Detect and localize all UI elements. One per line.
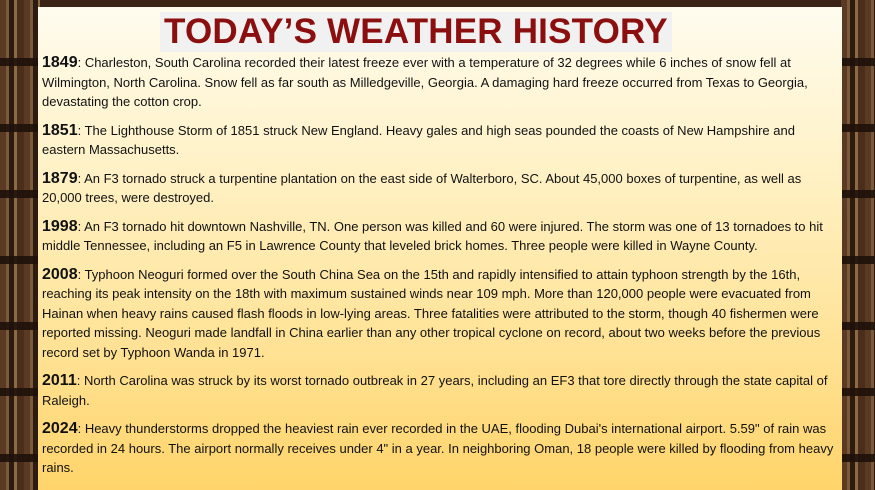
entry-year: 1851 — [42, 121, 78, 139]
entry-year: 2024 — [42, 420, 78, 437]
history-entry — [42, 265, 838, 363]
entry-text: : An F3 tornado hit downtown Nashville, TN. One person was killed and 60 were injured. The storm was one of 13 tornadoes to hit middle Tennessee, including an F5 in Lawrence County that leveled brick homes. Three people were killed in Wayne County. — [42, 218, 823, 253]
history-entry — [42, 371, 838, 410]
history-entries-list — [42, 53, 838, 487]
entry-text: : An F3 tornado struck a turpentine plantation on the east side of Walterboro, SC. About 45,000 boxes of turpentine, as well as 20,000 trees, were destroyed. — [42, 170, 802, 205]
history-entry — [42, 169, 838, 208]
weather-history-panel — [38, 7, 842, 490]
entry-text: : Charleston, South Carolina recorded their latest freeze ever with a temperature of 32 degrees while 6 inches of snow fell at Wilmington, North Carolina. Snow fell as far south as Milledgeville, Georgia. A damaging hard freeze occurred from Texas to Georgia, devastating the cotton crop. — [42, 55, 808, 109]
page-title: TODAY’S WEATHER HISTORY — [160, 12, 672, 52]
history-entry — [42, 53, 838, 112]
entry-text: : North Carolina was struck by its worst tornado outbreak in 27 years, including an EF3 that tore directly through the state capital of Raleigh. — [42, 373, 828, 408]
history-entry — [42, 419, 838, 478]
entry-text: : Heavy thunderstorms dropped the heaviest rain ever recorded in the UAE, flooding Dubai's international airport. 5.59" of rain was recorded in 24 hours. The airport normally receives under 4" in a year. In neighboring Oman, 18 people were killed by flooding from heavy rains. — [42, 421, 834, 475]
bookshelf-background-right — [841, 0, 875, 490]
history-entry — [42, 121, 838, 160]
entry-year: 2008 — [42, 265, 78, 283]
bookshelf-background-left — [0, 0, 40, 490]
entry-text: : The Lighthouse Storm of 1851 struck New England. Heavy gales and high seas pounded the coasts of New Hampshire and eastern Massachusetts. — [42, 122, 795, 157]
entry-year: 1879 — [42, 169, 78, 187]
history-entry — [42, 217, 838, 256]
entry-year: 1849 — [42, 54, 78, 71]
entry-year: 2011 — [42, 372, 77, 389]
entry-text: : Typhoon Neoguri formed over the South China Sea on the 15th and rapidly intensified to attain typhoon strength by the 16th, reaching its peak intensity on the 18th with maximum sustained winds near 109 mph. More than 120,000 people were evacuated from Hainan when heavy rains caused flash floods in low-lying areas. Three fatalities were attributed to the storm, though 40 fishermen were reported missing. Neoguri made landfall in China earlier than any other tropical cyclone on record, about two weeks before the previous record set by Typhoon Wanda in 1971. — [42, 266, 821, 360]
entry-year: 1998 — [42, 217, 78, 235]
